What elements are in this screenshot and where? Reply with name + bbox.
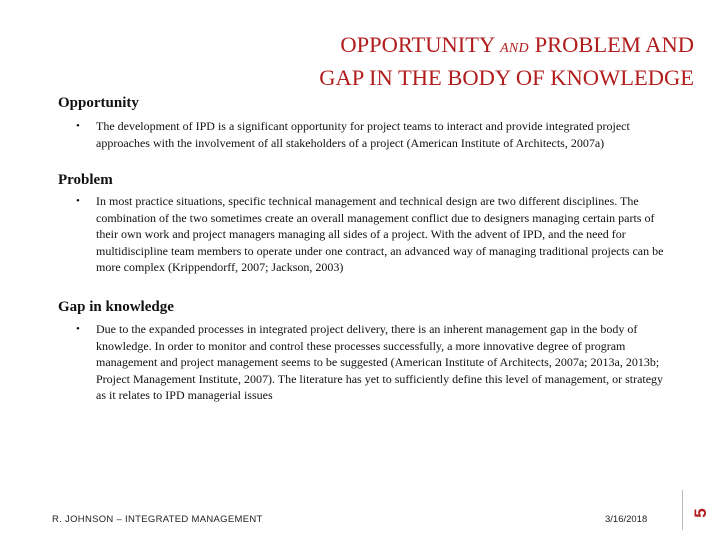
bullet-icon: • (76, 120, 80, 132)
bullet-icon: • (76, 323, 80, 335)
bullet-icon: • (76, 195, 80, 207)
title-part2: PROBLEM AND (528, 32, 694, 57)
bullet-gap-in-knowledge (76, 321, 664, 404)
footer-date: 3/16/2018 (605, 514, 648, 525)
page-number: 5 (691, 508, 710, 518)
slide-title (174, 30, 694, 92)
heading-opportunity: Opportunity (58, 95, 139, 111)
title-part1: OPPORTUNITY (340, 32, 501, 57)
heading-gap-in-knowledge: Gap in knowledge (58, 299, 174, 315)
bullet-text: The development of IPD is a significant opportunity for project teams to interact and provide integrated project approaches with the involvement of all stakeholders of a project (American Institute of Architects, 2007a) (96, 119, 630, 150)
bullet-problem (76, 193, 664, 276)
bullet-opportunity (76, 118, 664, 151)
title-and: AND (500, 41, 529, 56)
footer-author: R. JOHNSON – INTEGRATED MANAGEMENT (52, 514, 263, 525)
title-line2: GAP IN THE BODY OF KNOWLEDGE (319, 65, 694, 90)
bullet-text: In most practice situations, specific technical management and technical design are two different disciplines. The combination of the two sometimes create an overall management conflict due to designers managing certain parts of their own work and project managers managing all sides of a project. With the advent of IPD, and the need for multidiscipline team members to operate under one contract, an advanced way of managing traditional projects can be more complex (Krippendorff, 2007; Jackson, 2003) (96, 194, 664, 275)
footer-divider (682, 490, 683, 530)
heading-problem: Problem (58, 172, 113, 188)
bullet-text: Due to the expanded processes in integrated project delivery, there is an inherent management gap in the body of knowledge. In order to monitor and control these processes successfully, a more innovative degree of program management and project management seems to be suggested (American Institute of Architects, 2007a; 2013a, 2013b; Project Management Institute, 2007). The literature has yet to sufficiently define this level of management, or strategy as it relates to IPD managerial issues (96, 322, 664, 403)
